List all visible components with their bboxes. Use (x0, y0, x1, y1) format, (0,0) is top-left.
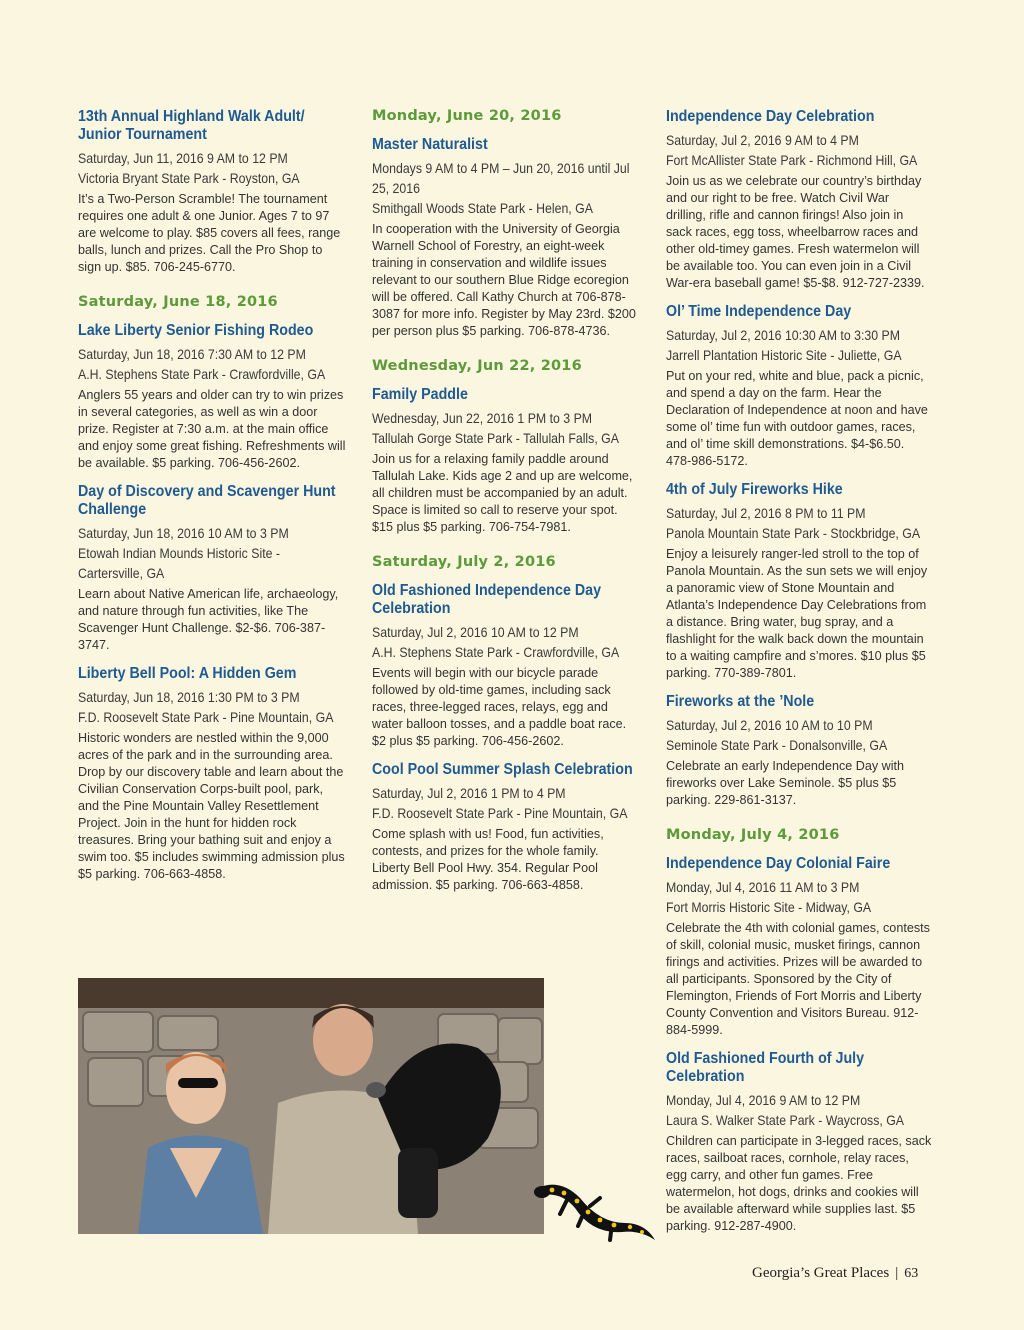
event-when: Saturday, Jul 2, 2016 9 AM to 4 PM (666, 132, 859, 148)
event-location: Fort Morris Historic Site - Midway, GA (666, 899, 872, 915)
event-when: Saturday, Jul 2, 2016 10 AM to 12 PM (372, 624, 579, 640)
event-title: Ol’ Time Independence Day (666, 303, 852, 320)
event-when: Wednesday, Jun 22, 2016 1 PM to 3 PM (372, 410, 593, 426)
event-when: Mondays 9 AM to 4 PM – Jun 20, 2016 until Jul 25, 2016 (372, 160, 630, 196)
page-footer (752, 1265, 918, 1282)
event-title: 4th of July Fireworks Hike (666, 481, 843, 498)
date-heading: Monday, July 4, 2016 (666, 827, 840, 843)
event-description: Children can participate in 3-legged races, sack races, sailboat races, cornhole, relay races, egg carry, and other fun games. Free watermelon, hot dogs, drinks and cookies will be available afterward while supplies last. $5 parking. 912-287-4900. (666, 1134, 932, 1233)
event-listing (78, 483, 346, 654)
event-when: Saturday, Jun 18, 2016 7:30 AM to 12 PM (78, 346, 306, 362)
ranger-vulture-photo (78, 978, 544, 1234)
event-title: Day of Discovery and Scavenger Hunt Challenge (78, 483, 336, 518)
event-when: Saturday, Jul 2, 2016 8 PM to 11 PM (666, 505, 866, 521)
event-location: Victoria Bryant State Park - Royston, GA (78, 170, 300, 186)
event-title: 13th Annual Highland Walk Adult/ Junior Tournament (78, 108, 305, 143)
date-heading: Monday, June 20, 2016 (372, 108, 562, 124)
event-location: Jarrell Plantation Historic Site - Juliette, GA (666, 347, 902, 363)
event-listing (666, 855, 932, 1039)
event-when: Saturday, Jun 18, 2016 1:30 PM to 3 PM (78, 689, 300, 705)
event-description: Learn about Native American life, archaeology, and nature through fun activities, like The Scavenger Hunt Challenge. $2-$6. 706-387-3747. (78, 587, 339, 652)
event-listing (372, 136, 638, 340)
event-listing (372, 761, 638, 894)
event-when: Monday, Jul 4, 2016 9 AM to 12 PM (666, 1092, 861, 1108)
event-title: Old Fashioned Fourth of July Celebration (666, 1050, 865, 1085)
column-3 (666, 108, 932, 1246)
event-description: Put on your red, white and blue, pack a picnic, and spend a day on the farm. Hear the Declaration of Independence at noon and have some ol’ time fun with outdoor games, races, and ol’ time skill demonstrations. $4-$6.50. 478-986-5172. (666, 369, 928, 468)
event-listing (78, 322, 346, 472)
event-listing (666, 108, 932, 292)
event-listing (78, 665, 346, 883)
event-title: Family Paddle (372, 386, 468, 403)
date-heading: Saturday, June 18, 2016 (78, 294, 278, 310)
event-location: Laura S. Walker State Park - Waycross, GA (666, 1112, 905, 1128)
event-when: Saturday, Jul 2, 2016 10 AM to 10 PM (666, 717, 873, 733)
event-description: Events will begin with our bicycle parade followed by old-time games, including sack races, three-legged races, relays, egg and water balloon tosses, and a paddle boat race. $2 plus $5 parking. 706-456-2602. (372, 666, 627, 748)
date-heading: Saturday, July 2, 2016 (372, 554, 556, 570)
event-location: Seminole State Park - Donalsonville, GA (666, 737, 888, 753)
event-title: Old Fashioned Independence Day Celebration (372, 582, 602, 617)
column-2 (372, 108, 638, 905)
event-title: Master Naturalist (372, 136, 488, 153)
event-location: Tallulah Gorge State Park - Tallulah Falls, GA (372, 430, 619, 446)
event-listing (666, 303, 932, 470)
event-title: Independence Day Celebration (666, 108, 875, 125)
event-when: Monday, Jul 4, 2016 11 AM to 3 PM (666, 879, 860, 895)
event-title: Liberty Bell Pool: A Hidden Gem (78, 665, 297, 682)
event-listing (666, 481, 932, 682)
event-description: Anglers 55 years and older can try to win prizes in several categories, as well as win a door prize. Register at 7:30 a.m. at the main office and enjoy some great fishing. Refreshments will be available. $5 parking. 706-456-2602. (78, 388, 346, 470)
event-title: Cool Pool Summer Splash Celebration (372, 761, 633, 778)
event-when: Saturday, Jul 2, 2016 10:30 AM to 3:30 PM (666, 327, 900, 343)
event-title: Fireworks at the ’Nole (666, 693, 815, 710)
event-description: Join us as we celebrate our country’s birthday and our right to be free. Watch Civil War drilling, rifle and cannon firings! Also join in sack races, egg toss, wheelbarrow races and other old-timey games. Fresh watermelon will be available too. You can even join in a Civil War-era baseball game! $5-$8. 912-727-2339. (666, 174, 925, 290)
salamander-illustration (530, 1168, 660, 1248)
footer-separator: | (895, 1265, 899, 1281)
event-listing (78, 108, 346, 276)
event-location: Panola Mountain State Park - Stockbridge, GA (666, 525, 921, 541)
event-listing (666, 1050, 932, 1235)
event-listing (372, 582, 638, 750)
event-description: Come splash with us! Food, fun activities, contests, and prizes for the whole family. Liberty Bell Pool Hwy. 354. Regular Pool admission. $5 parking. 706-663-4858. (372, 827, 604, 892)
event-description: In cooperation with the University of Georgia Warnell School of Forestry, an eight-week training in conservation and wildlife issues relevant to our southern Blue Ridge ecoregion will be offered. Call Kathy Church at 706-878-3087 for more info. Register by May 23rd. $200 per person plus $5 parking. 706-878-4736. (372, 222, 636, 338)
event-location: F.D. Roosevelt State Park - Pine Mountain, GA (372, 805, 628, 821)
date-heading: Wednesday, Jun 22, 2016 (372, 358, 582, 374)
event-when: Saturday, Jun 18, 2016 10 AM to 3 PM (78, 525, 289, 541)
event-location: A.H. Stephens State Park - Crawfordville, GA (78, 366, 326, 382)
event-description: Historic wonders are nestled within the 9,000 acres of the park and in the surrounding area. Drop by our discovery table and learn about the Civilian Conservation Corps-built pool, park, and the Pine Mountain Valley Resettlement Project. Join in the hunt for hidden rock treasures. Bring your bathing suit and enjoy a swim too. $5 includes swimming admission plus $5 parking. 706-663-4858. (78, 731, 345, 881)
event-location: A.H. Stephens State Park - Crawfordville, GA (372, 644, 620, 660)
event-when: Saturday, Jun 11, 2016 9 AM to 12 PM (78, 150, 288, 166)
event-description: Celebrate an early Independence Day with fireworks over Lake Seminole. $5 plus $5 parking. 229-861-3137. (666, 759, 905, 807)
column-1 (78, 108, 346, 894)
event-when: Saturday, Jul 2, 2016 1 PM to 4 PM (372, 785, 566, 801)
event-location: Smithgall Woods State Park - Helen, GA (372, 200, 593, 216)
event-description: Join us for a relaxing family paddle around Tallulah Lake. Kids age 2 and up are welcome, all children must be accompanied by an adult. Space is limited so call to reserve your spot. $15 plus $5 parking. 706-754-7981. (372, 452, 633, 534)
event-description: It’s a Two-Person Scramble! The tournament requires one adult & one Junior. Ages 7 to 97 are welcome to play. $85 covers all fees, range balls, lunch and prizes. Call the Pro Shop to sign up. $85. 706-245-6770. (78, 192, 341, 274)
event-description: Celebrate the 4th with colonial games, contests of skill, colonial music, musket firings, cannon firings and activities. Prizes will be awarded to all participants. Sponsored by the City of Flemington, Friends of Fort Morris and Liberty County Convention and Visitors Bureau. 912-884-5999. (666, 921, 930, 1037)
event-title: Independence Day Colonial Faire (666, 855, 891, 872)
event-location: Etowah Indian Mounds Historic Site - Cartersville, GA (78, 545, 281, 581)
event-location: F.D. Roosevelt State Park - Pine Mountain, GA (78, 709, 334, 725)
page-number: 63 (904, 1266, 919, 1281)
event-location: Fort McAllister State Park - Richmond Hill, GA (666, 152, 918, 168)
publication-name: Georgia’s Great Places (752, 1265, 890, 1281)
event-listing (372, 386, 638, 536)
event-description: Enjoy a leisurely ranger-led stroll to the top of Panola Mountain. As the sun sets we will enjoy a panoramic view of Stone Mountain and Atlanta’s Independence Day Celebrations from a distance. Bring water, bug spray, and a flashlight for the walk back down the mountain to a waiting campfire and s’mores. $10 plus $5 parking. 770-389-7801. (666, 547, 928, 680)
event-listing (666, 693, 932, 809)
event-title: Lake Liberty Senior Fishing Rodeo (78, 322, 314, 339)
